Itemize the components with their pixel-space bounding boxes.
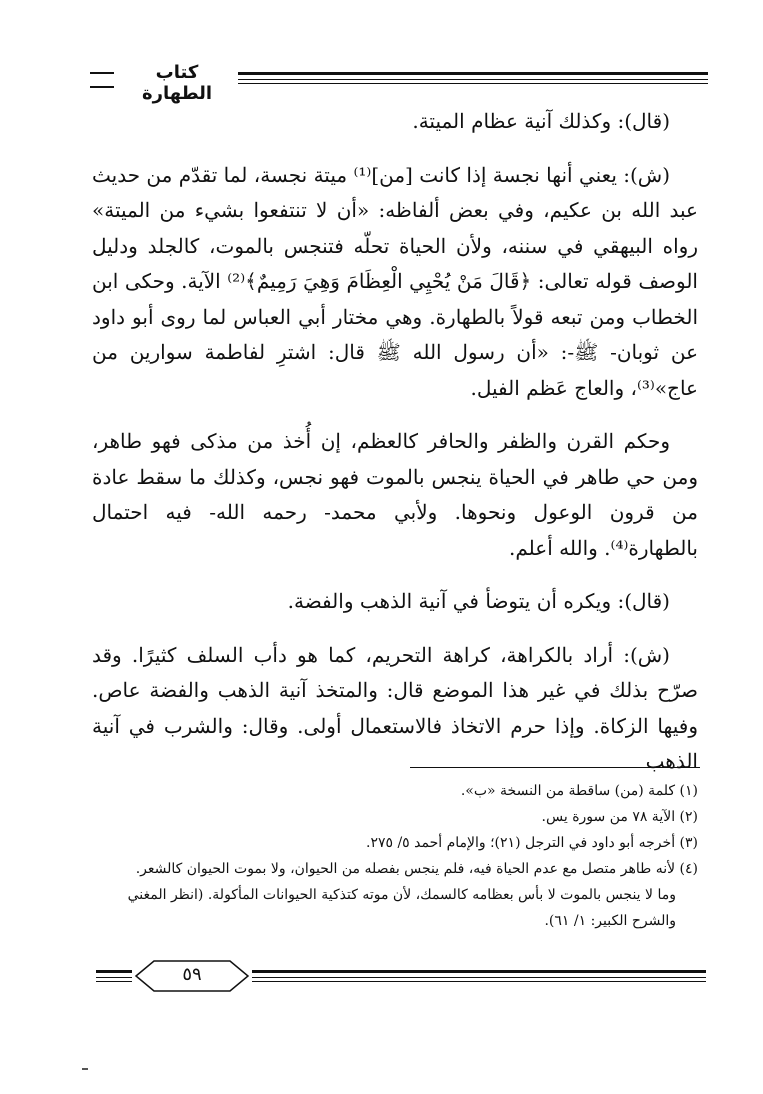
page-number-badge (132, 958, 252, 994)
footnote-separator (410, 767, 700, 768)
header-rule (238, 72, 708, 75)
running-header (88, 62, 708, 104)
footnote-continuation: وما لا ينجس بالموت لا بأس بعظامه كالسمك، لأن موته كتذكية الحيوانات المأكولة. (انظر المغني والشرح الكبير: ١/ ٦١). (127, 887, 676, 929)
chapter-title: كتاب الطهارة (141, 62, 213, 104)
header-rule (238, 79, 708, 80)
paragraph: وحكم القرن والظفر والحافر كالعظم، إن أُخذ من مذكى فهو طاهر، ومن حي طاهر في الحياة ينجس بالموت فهو نجس، وكذلك ما سقط عادة من قرون الوعول ونحوها. ولأبي محمد- رحمه الله- فيه احتمال بالطهارة⁽⁴⁾. والله أعلم. (92, 429, 698, 560)
footnotes (92, 778, 698, 934)
main-text (92, 104, 698, 794)
page-footer (96, 958, 706, 998)
page-number: ٥٩ (182, 964, 202, 985)
footnote: (٢) الآية ٧٨ من سورة يس. (541, 809, 698, 825)
header-ornament (90, 72, 114, 88)
paragraph: (ش): أراد بالكراهة، كراهة التحريم، كما هو دأب السلف كثيرًا. وقد صرّح بذلك في غير هذا الموضع قال: والمتخذ آنية الذهب والفضة عاص. وفيها الزكاة. وإذا حرم الاتخاذ فالاستعمال أولى. وقال: والشرب في آنية الذهب (92, 642, 698, 773)
scan-mark (82, 1068, 88, 1070)
footnote: (٤) لأنه طاهر متصل مع عدم الحياة فيه، فلم ينجس بفصله من الحيوان، ولا بموت الحيوان كالشعر. (135, 861, 698, 877)
footnote: (١) كلمة (من) ساقطة من النسخة «ب». (460, 783, 698, 799)
paragraph: (قال): وكذلك آنية عظام الميتة. (412, 109, 670, 133)
footnote: (٣) أخرجه أبو داود في الترجل (٢١)؛ والإمام أحمد ٥/ ٢٧٥. (365, 835, 698, 851)
paragraph: (ش): يعني أنها نجسة إذا كانت [من]⁽¹⁾ ميتة نجسة، لما تقدّم من حديث عبد الله بن عكيم، وفي بعض ألفاظه: «أن لا تنتفعوا بشيء من الميتة» رواه البيهقي في سننه، ولأن الحياة تحلّه فتنجس بالموت، كالجلد ودليل الوصف قوله تعالى: ﴿قَالَ مَنْ يُحْيِي الْعِظَامَ وَهِيَ رَمِيمٌ﴾⁽²⁾ الآية. وحكى ابن الخطاب ومن تبعه قولاً بالطهارة. وهي مختار أبي العباس لما روى أبو داود عن ثوبان- ﷺ-: «أن رسول الله ﷺ قال: اشترِ لفاطمة سوارين من عاج»⁽³⁾، والعاج عَظم الفيل. (91, 162, 698, 400)
header-rule (238, 83, 708, 84)
paragraph: (قال): ويكره أن يتوضأ في آنية الذهب والفضة. (287, 589, 670, 613)
